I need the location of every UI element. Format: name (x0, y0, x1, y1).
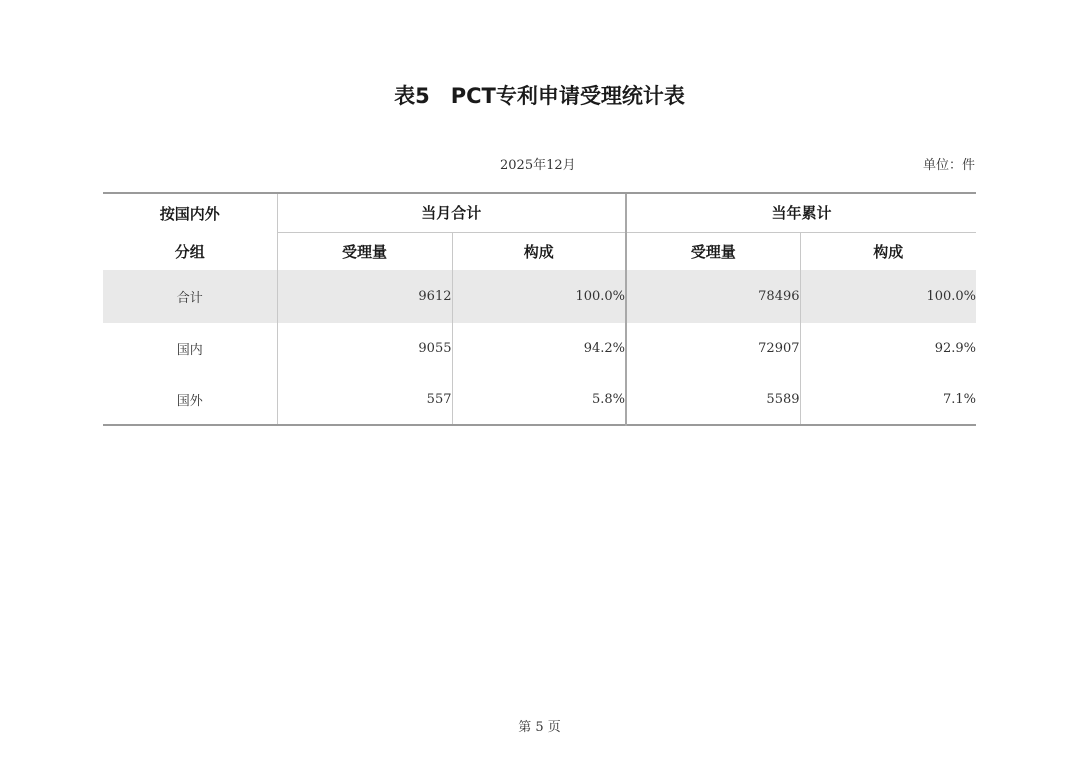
header-row-1 (103, 193, 976, 232)
month-accepted-header: 受理量 (277, 232, 452, 270)
month-accepted-cell: 9055 (277, 323, 452, 374)
table-title: 表5 PCT专利申请受理统计表 (394, 84, 685, 108)
month-share-cell: 100.0% (452, 270, 626, 323)
year-share-cell: 100.0% (800, 270, 976, 323)
month-share-cell: 5.8% (452, 374, 626, 425)
table-row-total (103, 270, 976, 323)
year-accepted-cell: 5589 (626, 374, 800, 425)
year-accepted-header: 受理量 (626, 232, 800, 270)
group-header-line2: 分组 (174, 242, 205, 261)
year-accepted-cell: 78496 (626, 270, 800, 323)
month-share-cell: 94.2% (452, 323, 626, 374)
year-share-cell: 7.1% (800, 374, 976, 425)
year-accepted-cell: 72907 (626, 323, 800, 374)
year-share-cell: 92.9% (800, 323, 976, 374)
month-share-header: 构成 (452, 232, 626, 270)
row-label: 国内 (176, 343, 203, 358)
table-row-domestic (103, 323, 976, 374)
month-total-header: 当月合计 (277, 193, 626, 232)
year-cumulative-header: 当年累计 (626, 193, 976, 232)
month-accepted-cell: 557 (277, 374, 452, 425)
month-accepted-cell: 9612 (277, 270, 452, 323)
row-label: 合计 (176, 291, 203, 306)
group-header-line1: 按国内外 (103, 193, 277, 232)
unit-label: 单位：件 (922, 158, 975, 173)
header-row-2 (103, 232, 976, 270)
year-share-header: 构成 (800, 232, 976, 270)
pct-statistics-table (103, 192, 976, 426)
page-number: 第 5 页 (518, 720, 561, 735)
table-row-foreign (103, 374, 976, 425)
report-date: 2025年12月 (500, 158, 576, 173)
row-label: 国外 (176, 393, 203, 409)
